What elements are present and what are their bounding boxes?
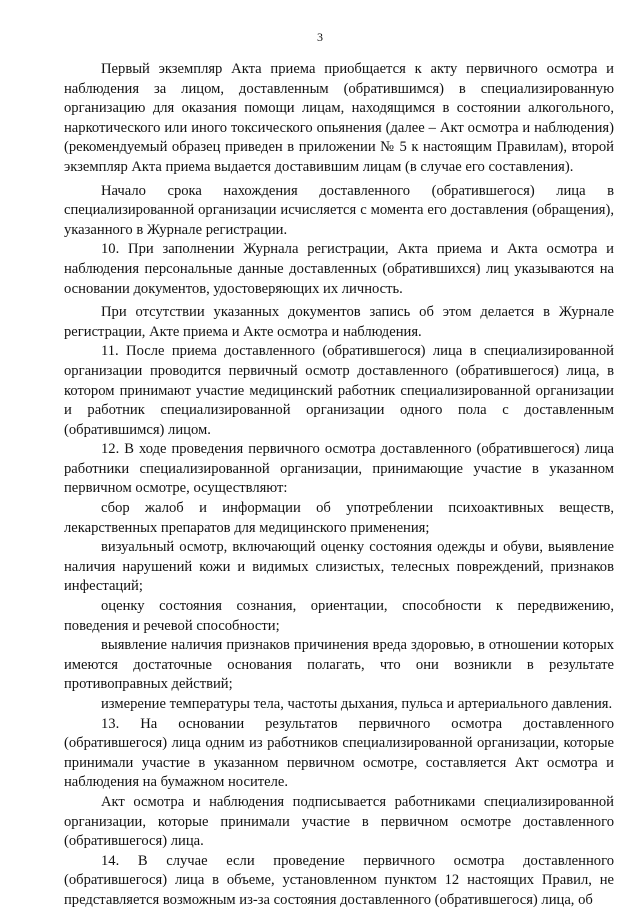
- paragraph-stay-start: Начало срока нахождения доставленного (обратившегося) лица в специализированной организации исчисляется с момента его доставления (обращения), указанного в Журнале регистрации.: [64, 182, 614, 238]
- list-item-consciousness: оценку состояния сознания, ориентации, способности к передвижению, поведения и речевой способности;: [64, 598, 614, 634]
- paragraph-12: 12. В ходе проведения первичного осмотра доставленного (обратившегося) лица работники специализированной организации, принимающие участие в указанном первичном осмотре, осуществляют:: [64, 441, 614, 497]
- paragraph-act-copy: Первый экземпляр Акта приема приобщается к акту первичного осмотра и наблюдения за лицом, доставленным (обратившимся) в специализированную организацию для оказания помощи лицам, находящимся в состоянии алкогольного, наркотического или иного токсического опьянения (далее – Акт осмотра и наблюдения) (рекомендуемый образец приведен в приложении № 5 к настоящим Правилам), второй экземпляр Акта приема выдается доставившим лицам (в случае его составления).: [64, 61, 614, 175]
- list-item-vitals: измерение температуры тела, частоты дыхания, пульса и артериального давления.: [101, 696, 613, 712]
- page-number: 3: [317, 30, 323, 44]
- list-item-complaints: сбор жалоб и информации об употреблении психоактивных веществ, лекарственных препаратов для медицинского применения;: [64, 500, 614, 536]
- document-body: [64, 60, 614, 911]
- paragraph-act-signature: Акт осмотра и наблюдения подписывается работниками специализированной организации, которые принимали участие в первичном осмотре доставленного (обратившегося) лица.: [64, 793, 614, 850]
- paragraph-10: 10. При заполнении Журнала регистрации, Акта приема и Акта осмотра и наблюдения персональные данные доставленных (обратившихся) лиц указываются на основании документов, удостоверяющих их личность.: [64, 241, 614, 297]
- paragraph-13: 13. На основании результатов первичного осмотра доставленного (обратившегося) лица одним из работников специализированной организации, которые принимали участие в указанном первичном осмотре, составляется Акт осмотра и наблюдения на бумажном носителе.: [64, 715, 614, 791]
- paragraph-14: 14. В случае если проведение первичного осмотра доставленного (обратившегося) лица в объеме, установленном пунктом 12 настоящих Правил, не представляется возможным из-за состояния доставленного (обратившегося) лица, об: [64, 852, 614, 908]
- paragraph-11: 11. После приема доставленного (обратившегося) лица в специализированной организации проводится первичный осмотр доставленного (обратившегося) лица, в котором принимают участие медицинский работник специализированной организации и работник специализированной организации одного пола с доставленным (обратившимся) лицом.: [64, 343, 614, 438]
- list-item-visual-exam: визуальный осмотр, включающий оценку состояния одежды и обуви, выявление наличия нарушений кожи и видимых слизистых, телесных повреждений, признаков инфестаций;: [64, 539, 614, 595]
- paragraph-missing-documents: При отсутствии указанных документов запись об этом делается в Журнале регистрации, Акте приема и Акте осмотра и наблюдения.: [64, 304, 614, 340]
- list-item-harm-signs: выявление наличия признаков причинения вреда здоровью, в отношении которых имеются достаточные основания полагать, что они возникли в результате противоправных действий;: [64, 637, 614, 693]
